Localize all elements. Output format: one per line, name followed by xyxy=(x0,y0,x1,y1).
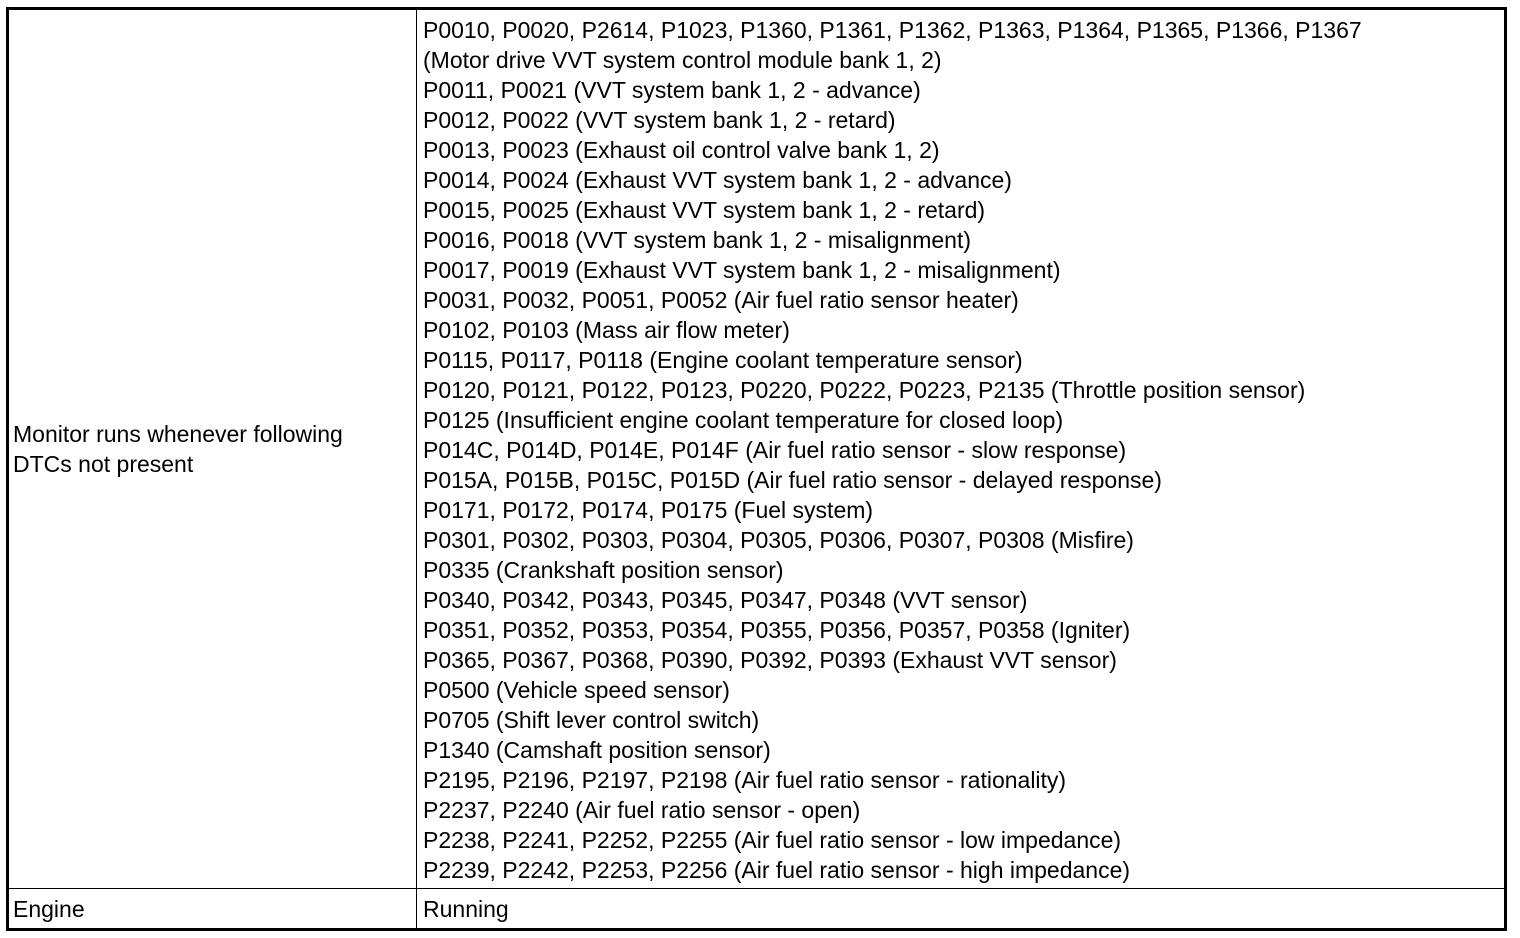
dtc-list-line: P0705 (Shift lever control switch) xyxy=(423,707,760,733)
dtc-list-line: P0102, P0103 (Mass air flow meter) xyxy=(423,317,790,343)
dtc-list-line: P0014, P0024 (Exhaust VVT system bank 1, 2 - advance) xyxy=(423,167,1012,193)
dtc-list-line: P0500 (Vehicle speed sensor) xyxy=(423,677,730,703)
monitor-conditions-table xyxy=(6,7,1507,931)
dtc-list-cell xyxy=(417,10,1504,888)
dtc-list-line: P0301, P0302, P0303, P0304, P0305, P0306, P0307, P0308 (Misfire) xyxy=(423,527,1134,553)
table-row xyxy=(9,888,1504,928)
dtc-list-line: P0013, P0023 (Exhaust oil control valve bank 1, 2) xyxy=(423,137,940,163)
row-value-cell xyxy=(417,889,1504,928)
dtc-list-line: P0115, P0117, P0118 (Engine coolant temperature sensor) xyxy=(423,347,1023,373)
dtc-list-line: P0340, P0342, P0343, P0345, P0347, P0348 (VVT sensor) xyxy=(423,587,1028,613)
dtc-list-line: P0365, P0367, P0368, P0390, P0392, P0393 (Exhaust VVT sensor) xyxy=(423,647,1117,673)
row-label xyxy=(13,419,343,479)
dtc-list-line: P0120, P0121, P0122, P0123, P0220, P0222, P0223, P2135 (Throttle position sensor) xyxy=(423,377,1306,403)
dtc-list-line: P2239, P2242, P2253, P2256 (Air fuel ratio sensor - high impedance) xyxy=(423,857,1131,883)
dtc-list-line: P015A, P015B, P015C, P015D (Air fuel ratio sensor - delayed response) xyxy=(423,467,1162,493)
dtc-list-line: P0125 (Insufficient engine coolant temperature for closed loop) xyxy=(423,407,1064,433)
dtc-list-line: P0017, P0019 (Exhaust VVT system bank 1, 2 - misalignment) xyxy=(423,257,1061,283)
dtc-list-line: P2237, P2240 (Air fuel ratio sensor - open) xyxy=(423,797,861,823)
dtc-list-line: P014C, P014D, P014E, P014F (Air fuel ratio sensor - slow response) xyxy=(423,437,1127,463)
row-label-cell xyxy=(9,10,417,888)
row-label-line: DTCs not present xyxy=(13,451,194,477)
dtc-list-line: P0335 (Crankshaft position sensor) xyxy=(423,557,784,583)
dtc-list-line: P0015, P0025 (Exhaust VVT system bank 1, 2 - retard) xyxy=(423,197,986,223)
row-label-line: Engine xyxy=(13,895,85,922)
dtc-list-line: P2238, P2241, P2252, P2255 (Air fuel ratio sensor - low impedance) xyxy=(423,827,1122,853)
row-value: Running xyxy=(423,895,509,922)
dtc-list-line: (Motor drive VVT system control module bank 1, 2) xyxy=(423,47,942,73)
row-label-line: Monitor runs whenever following xyxy=(13,421,343,447)
dtc-list-line: P0016, P0018 (VVT system bank 1, 2 - misalignment) xyxy=(423,227,972,253)
row-label-cell xyxy=(9,889,417,928)
table-row xyxy=(9,10,1504,888)
dtc-list-line: P0351, P0352, P0353, P0354, P0355, P0356, P0357, P0358 (Igniter) xyxy=(423,617,1131,643)
dtc-list-line: P2195, P2196, P2197, P2198 (Air fuel ratio sensor - rationality) xyxy=(423,767,1067,793)
dtc-list-line: P0171, P0172, P0174, P0175 (Fuel system) xyxy=(423,497,874,523)
dtc-list-line: P0031, P0032, P0051, P0052 (Air fuel ratio sensor heater) xyxy=(423,287,1019,313)
dtc-list-line: P0010, P0020, P2614, P1023, P1360, P1361, P1362, P1363, P1364, P1365, P1366, P1367 xyxy=(423,17,1362,43)
dtc-list-line: P0012, P0022 (VVT system bank 1, 2 - retard) xyxy=(423,107,896,133)
dtc-list-line: P0011, P0021 (VVT system bank 1, 2 - advance) xyxy=(423,77,921,103)
dtc-list-line: P1340 (Camshaft position sensor) xyxy=(423,737,771,763)
